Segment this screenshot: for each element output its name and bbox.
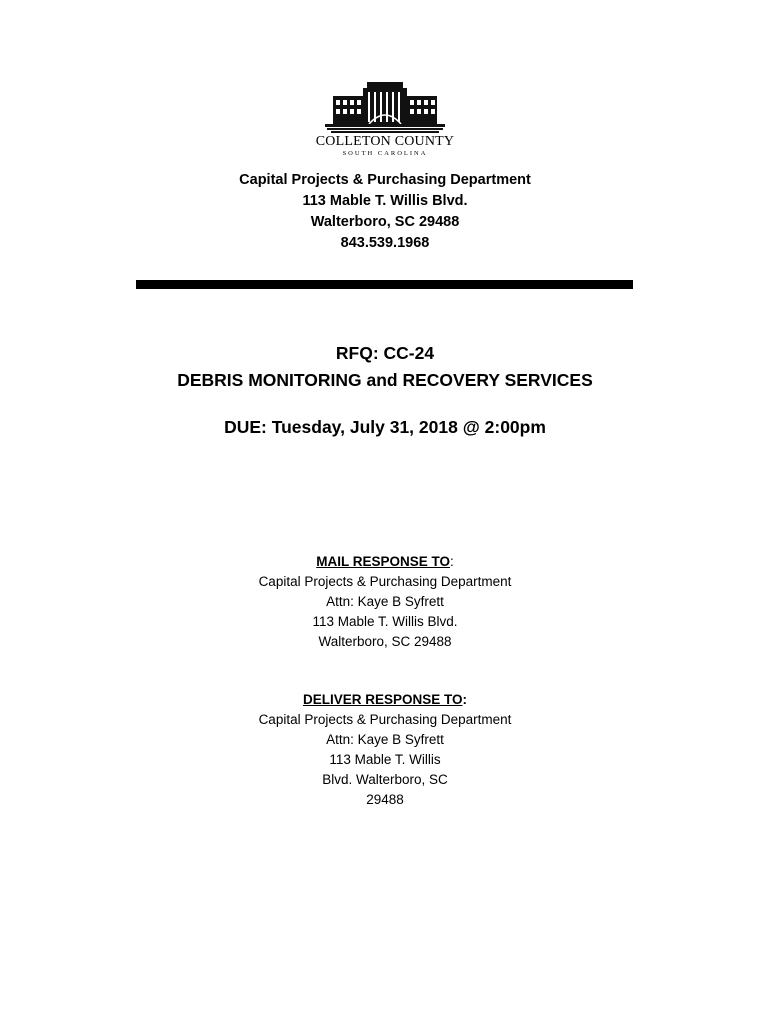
letterhead bbox=[0, 170, 770, 254]
county-logo bbox=[300, 66, 470, 166]
rfq-number: RFQ: CC-24 bbox=[335, 343, 435, 363]
deliver-line: 29488 bbox=[366, 792, 404, 807]
street-address: 113 Mable T. Willis Blvd. bbox=[302, 193, 468, 209]
logo-county-name: COLLETON COUNTY bbox=[315, 134, 455, 149]
mail-response-heading bbox=[0, 552, 770, 572]
deliver-line: Attn: Kaye B Syfrett bbox=[326, 732, 444, 747]
due-date: DUE: Tuesday, July 31, 2018 @ 2:00pm bbox=[224, 417, 546, 437]
mail-response-block bbox=[0, 552, 770, 652]
logo-state-name: SOUTH CAROLINA bbox=[342, 150, 428, 157]
mail-response-label: MAIL RESPONSE TO bbox=[316, 554, 450, 569]
mail-line: Walterboro, SC 29488 bbox=[318, 634, 452, 649]
deliver-line: Blvd. Walterboro, SC bbox=[322, 772, 448, 787]
rfq-title-block bbox=[0, 340, 770, 394]
phone-number: 843.539.1968 bbox=[340, 235, 430, 251]
department-name: Capital Projects & Purchasing Department bbox=[239, 172, 531, 188]
deliver-response-block bbox=[0, 690, 770, 810]
deliver-response-heading bbox=[0, 690, 770, 710]
deliver-line: 113 Mable T. Willis bbox=[329, 752, 441, 767]
mail-line: Capital Projects & Purchasing Department bbox=[258, 574, 512, 589]
city-state-zip: Walterboro, SC 29488 bbox=[310, 214, 460, 230]
rfq-title: DEBRIS MONITORING and RECOVERY SERVICES bbox=[177, 370, 593, 390]
deliver-response-label: DELIVER RESPONSE TO bbox=[302, 692, 463, 707]
header-divider bbox=[136, 280, 633, 289]
deliver-response-colon: : bbox=[462, 692, 468, 707]
courthouse-icon bbox=[323, 66, 447, 134]
mail-response-colon: : bbox=[450, 554, 454, 569]
mail-line: 113 Mable T. Willis Blvd. bbox=[312, 614, 458, 629]
deliver-line: Capital Projects & Purchasing Department bbox=[258, 712, 512, 727]
mail-line: Attn: Kaye B Syfrett bbox=[326, 594, 444, 609]
